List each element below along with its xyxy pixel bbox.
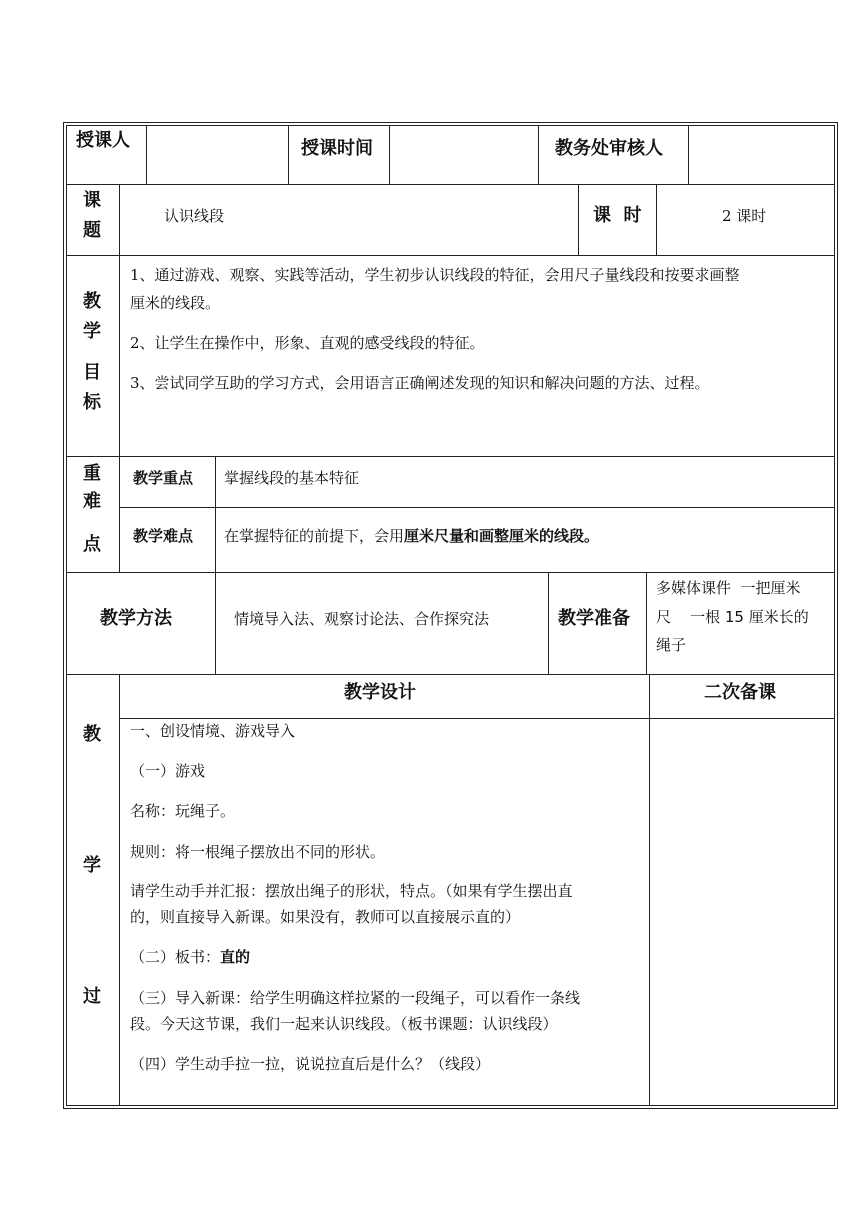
process-line: 规则：将一根绳子摆放出不同的形状。 [130, 843, 386, 861]
col-divider [288, 125, 289, 184]
col-divider [119, 184, 120, 255]
difficulty-value-plain: 在掌握特征的前提下，会用 [224, 527, 405, 545]
row-divider [66, 184, 835, 185]
process-label-char: 教 [83, 724, 101, 745]
col-divider [119, 456, 120, 572]
objectives-label-char: 教 [83, 291, 101, 312]
col-divider [548, 572, 549, 674]
difficulty-label: 教学难点 [133, 527, 194, 545]
process-line: 的，则直接导入新课。如果没有，教师可以直接展示直的） [130, 908, 521, 926]
method-label: 教学方法 [100, 608, 172, 629]
col-divider [649, 674, 650, 1106]
hours-label: 课 时 [593, 205, 642, 226]
reviewer-label: 教务处审核人 [555, 138, 663, 159]
board-label: （二）板书： [130, 948, 221, 966]
process-label-char: 过 [83, 986, 101, 1007]
teacher-label: 授课人 [76, 130, 130, 151]
prep-line: 绳子 [656, 636, 687, 654]
col-divider [389, 125, 390, 184]
objectives-label-char: 目 [83, 362, 101, 383]
row-divider [66, 456, 835, 457]
col-divider [119, 674, 120, 1106]
difficulty-value [224, 529, 599, 544]
process-line: 一、创设情境、游戏导入 [130, 722, 296, 740]
prep-label: 教学准备 [558, 608, 630, 629]
process-line: 段。今天这节课，我们一起来认识线段。（板书课题：认识线段） [130, 1015, 558, 1033]
method-value: 情境导入法、观察讨论法、合作探究法 [234, 610, 490, 628]
process-line: （四）学生动手拉一拉，说说拉直后是什么？（线段） [130, 1055, 491, 1073]
topic-label-char: 课 [83, 190, 101, 211]
focus-label: 教学重点 [133, 469, 194, 487]
row-divider [66, 255, 835, 256]
col-divider [119, 255, 120, 456]
objective-line: 厘米的线段。 [130, 294, 221, 312]
row-divider [119, 507, 835, 508]
board-bold: 直的 [220, 948, 251, 966]
prep-line: 尺 一根 15 厘米长的 [656, 608, 809, 626]
process-label-char: 学 [83, 855, 101, 876]
topic-label-char: 题 [83, 220, 101, 241]
objective-line: 2、让学生在操作中，形象、直观的感受线段的特征。 [130, 334, 485, 352]
objectives-label-char: 标 [83, 392, 101, 413]
objectives-label-char: 学 [83, 321, 101, 342]
process-line [130, 950, 250, 965]
col-divider [146, 125, 147, 184]
col-divider [656, 184, 657, 255]
second-prep-header: 二次备课 [704, 682, 776, 703]
difficulty-value-bold: 厘米尺量和画整厘米的线段。 [404, 527, 600, 545]
keypoints-label-char: 难 [83, 491, 101, 512]
focus-value: 掌握线段的基本特征 [224, 469, 360, 487]
row-divider [119, 718, 835, 719]
topic-value: 认识线段 [164, 207, 225, 225]
prep-line: 多媒体课件 一把厘米 [656, 579, 801, 597]
objective-line: 3、尝试同学互助的学习方式，会用语言正确阐述发现的知识和解决问题的方法、过程。 [130, 374, 710, 392]
process-line: （三）导入新课：给学生明确这样拉紧的一段绳子，可以看作一条线 [130, 989, 581, 1007]
objective-line: 1、通过游戏、观察、实践等活动，学生初步认识线段的特征，会用尺子量线段和按要求画整 [130, 266, 740, 284]
keypoints-label-char: 重 [83, 463, 101, 484]
keypoints-label-char: 点 [83, 534, 101, 555]
process-line: 请学生动手并汇报：摆放出绳子的形状，特点。（如果有学生摆出直 [130, 882, 573, 900]
col-divider [688, 125, 689, 184]
col-divider [215, 456, 216, 572]
col-divider [578, 184, 579, 255]
row-divider [66, 572, 835, 573]
col-divider [215, 572, 216, 674]
process-line: 名称：玩绳子。 [130, 802, 236, 820]
row-divider [66, 674, 835, 675]
design-header: 教学设计 [344, 682, 416, 703]
process-line: （一）游戏 [130, 762, 206, 780]
hours-value: 2 课时 [722, 207, 767, 225]
col-divider [646, 572, 647, 674]
time-label: 授课时间 [301, 138, 373, 159]
col-divider [538, 125, 539, 184]
